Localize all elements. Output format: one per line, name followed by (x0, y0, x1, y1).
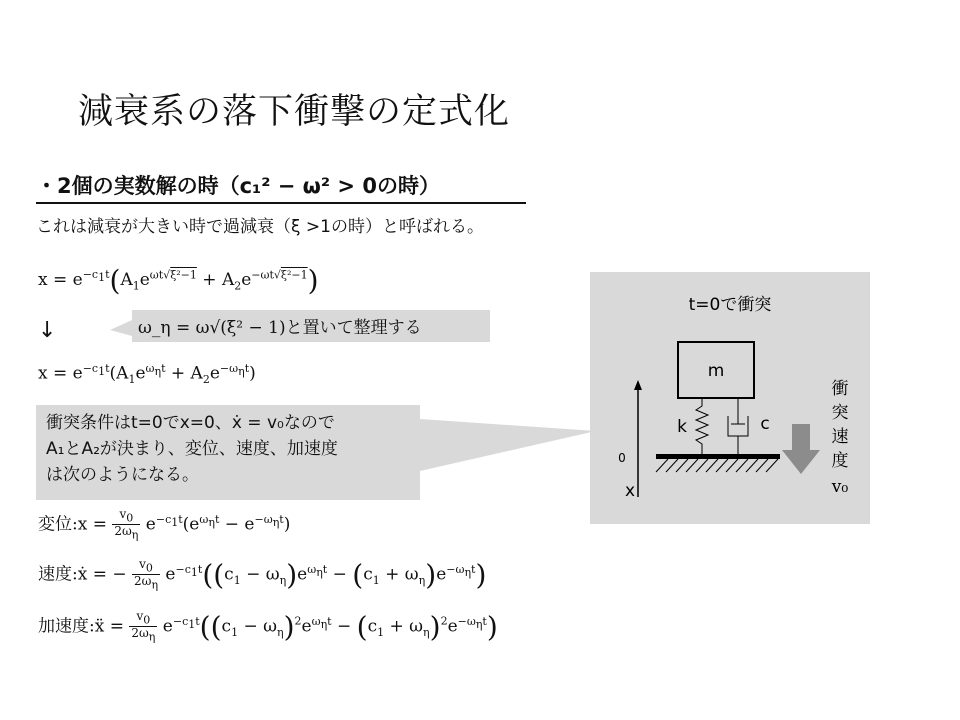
condition-line-1: 衝突条件はt=0でx=0、ẋ = v₀なので (46, 413, 335, 433)
equation-velocity: 速度:ẋ = − $\frac{v_0}{2\omega_\eta}$ $e^{-c_1t}((c_1 - \omega_\eta)e^{\omega_\eta t} - (c_1 + \omega_\eta)e^{-\omega_\eta t})$ (38, 557, 487, 592)
axis-zero-label: 0 (618, 451, 626, 465)
velocity-symbol: v₀ (831, 477, 849, 497)
velocity-label-2: 突 (831, 403, 849, 423)
ground-plate (656, 454, 780, 459)
condition-line-2: A₁とA₂が決まり、変位、速度、加速度 (46, 439, 338, 459)
velocity-label: 速度 (38, 564, 72, 585)
damper-label: c (760, 414, 770, 434)
acceleration-label: 加速度 (38, 616, 89, 637)
equation-acceleration: 加速度:ẍ = $\frac{v_0}{2\omega_\eta}$ $e^{-c_1t}((c_1 - \omega_\eta)^2e^{\omega_\eta t} - (c_1 + \omega_\eta)^2e^{-\omega_\eta t})$ (38, 609, 498, 644)
condition-line-3: は次のようになる。 (46, 465, 199, 485)
velocity-label-4: 度 (831, 451, 849, 471)
page-title: 減衰系の落下衝撃の定式化 (78, 92, 511, 132)
down-arrow-icon: ↓ (38, 318, 57, 343)
equation-displacement: 変位:x = $\frac{v_0}{2\omega_\eta}$ $e^{-c_1t}(e^{\omega_\eta t} - e^{-\omega_\eta t})$ (38, 507, 291, 542)
impact-diagram (590, 272, 870, 524)
diagram-caption: t=0で衝突 (688, 295, 772, 315)
substitution-text: ω_η = ω√(ξ² − 1)と置いて整理する (138, 318, 422, 338)
displacement-label: 変位 (38, 514, 72, 535)
spring-label: k (677, 417, 687, 437)
equation-simplified: $x = e^{-c_1t}(A_1e^{\omega_\eta t} + A_2e^{-\omega_\eta t})$ (38, 362, 256, 387)
condition-text (46, 410, 338, 488)
mass-label: m (707, 361, 725, 381)
section-heading: ・2個の実数解の時（c₁² − ω² > 0の時） (36, 170, 526, 204)
velocity-label-3: 速 (831, 427, 849, 447)
description-text: これは減衰が大きい時で過減衰（ξ >1の時）と呼ばれる。 (36, 217, 484, 237)
equation-general: $x = e^{-c_1t}(A_1e^{\omega t√\xi^2-1} + A_2e^{-\omega t√\xi^2-1})$ (38, 264, 319, 297)
velocity-label-1: 衝 (831, 379, 849, 399)
axis-x-label: x (624, 481, 636, 501)
